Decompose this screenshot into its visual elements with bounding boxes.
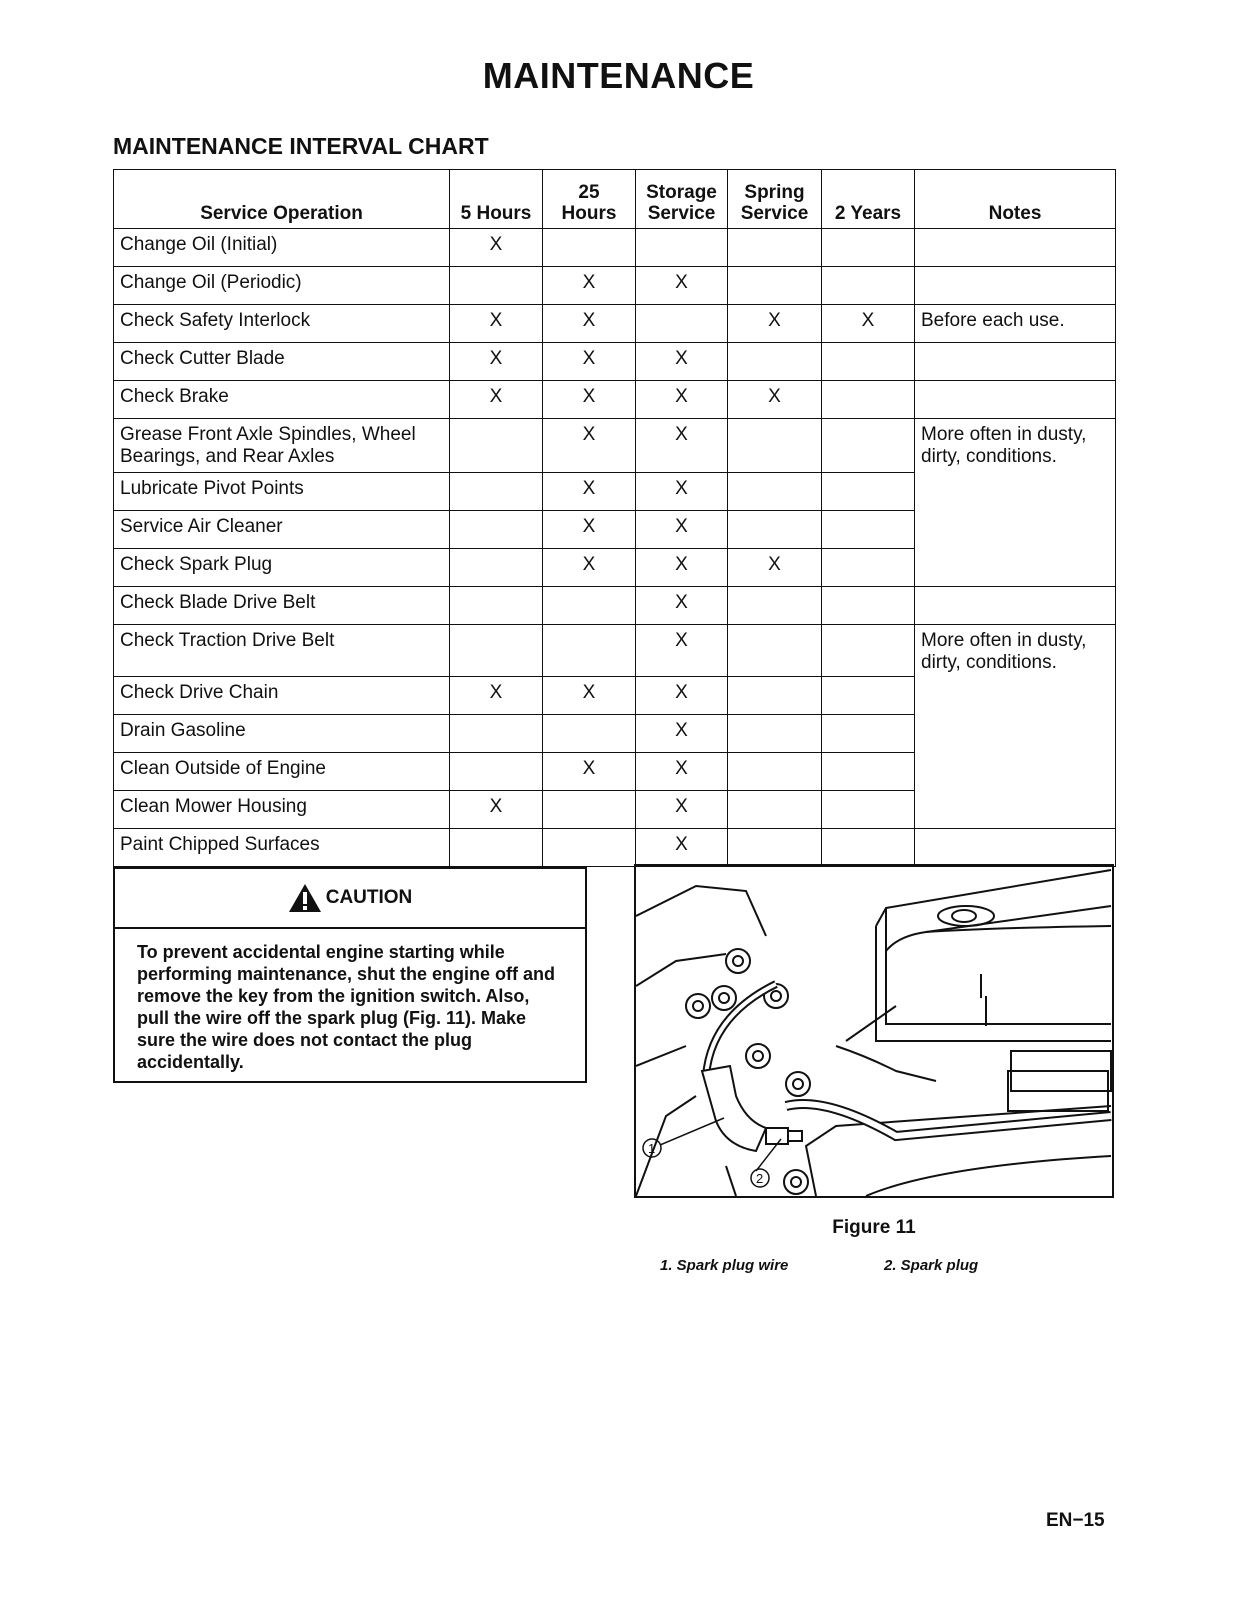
- service-operation: Clean Outside of Engine: [114, 753, 450, 791]
- caution-header: [115, 869, 585, 929]
- service-operation: Check Brake: [114, 381, 450, 419]
- service-operation: Drain Gasoline: [114, 715, 450, 753]
- service-operation: Service Air Cleaner: [114, 511, 450, 549]
- caution-box: [113, 867, 587, 1083]
- cell-storage-service: [636, 305, 728, 343]
- service-operation: Check Safety Interlock: [114, 305, 450, 343]
- header-spring-service: Spring Service: [728, 170, 822, 229]
- cell-notes: [915, 381, 1116, 419]
- cell-25-hours: [543, 625, 636, 677]
- cell-2-years: [822, 511, 915, 549]
- cell-2-years: [822, 587, 915, 625]
- header-notes: Notes: [915, 170, 1116, 229]
- cell-notes: [915, 267, 1116, 305]
- table-row: [114, 419, 1116, 473]
- cell-spring-service: [728, 511, 822, 549]
- header-2-years: 2 Years: [822, 170, 915, 229]
- cell-25-hours: X: [543, 381, 636, 419]
- figure-legend-spark-plug-wire: 1. Spark plug wire: [660, 1257, 789, 1274]
- cell-5-hours: [450, 753, 543, 791]
- cell-2-years: [822, 419, 915, 473]
- cell-storage-service: X: [636, 511, 728, 549]
- cell-25-hours: [543, 791, 636, 829]
- page-title: MAINTENANCE: [482, 55, 755, 96]
- maintenance-interval-table: [113, 169, 1116, 867]
- cell-2-years: [822, 791, 915, 829]
- cell-25-hours: [543, 587, 636, 625]
- cell-storage-service: X: [636, 419, 728, 473]
- table-row: [114, 343, 1116, 381]
- cell-spring-service: [728, 267, 822, 305]
- caution-text: To prevent accidental engine starting while performing maintenance, shut the engine off and remove the key from the ignition switch. Also, pull the wire off the spark plug (Fig. 11). Make sure the wire does not contact the plug accidentally.: [137, 942, 556, 1072]
- service-operation: Change Oil (Periodic): [114, 267, 450, 305]
- cell-spring-service: [728, 419, 822, 473]
- cell-spring-service: [728, 791, 822, 829]
- cell-spring-service: [728, 829, 822, 867]
- cell-25-hours: X: [543, 343, 636, 381]
- cell-25-hours: X: [543, 753, 636, 791]
- callout-2: 2: [756, 1171, 764, 1186]
- table-header-row: [114, 170, 1116, 229]
- cell-storage-service: X: [636, 625, 728, 677]
- cell-storage-service: X: [636, 829, 728, 867]
- cell-5-hours: X: [450, 791, 543, 829]
- service-operation: Clean Mower Housing: [114, 791, 450, 829]
- callout-1: 1: [648, 1141, 656, 1156]
- cell-25-hours: X: [543, 549, 636, 587]
- cell-storage-service: X: [636, 587, 728, 625]
- cell-storage-service: X: [636, 267, 728, 305]
- cell-25-hours: [543, 829, 636, 867]
- cell-storage-service: X: [636, 343, 728, 381]
- page-number: EN−15: [1046, 1510, 1105, 1531]
- header-5-hours: 5 Hours: [450, 170, 543, 229]
- cell-5-hours: [450, 587, 543, 625]
- service-operation: Check Drive Chain: [114, 677, 450, 715]
- cell-spring-service: [728, 715, 822, 753]
- spark-plug-engine-illustration: [636, 866, 1112, 1196]
- cell-spring-service: [728, 587, 822, 625]
- table-row: [114, 587, 1116, 625]
- cell-spring-service: [728, 625, 822, 677]
- cell-5-hours: X: [450, 381, 543, 419]
- cell-storage-service: X: [636, 753, 728, 791]
- cell-2-years: [822, 267, 915, 305]
- cell-2-years: [822, 625, 915, 677]
- cell-2-years: [822, 381, 915, 419]
- cell-storage-service: [636, 229, 728, 267]
- cell-5-hours: [450, 549, 543, 587]
- cell-storage-service: X: [636, 381, 728, 419]
- cell-2-years: X: [822, 305, 915, 343]
- cell-storage-service: X: [636, 473, 728, 511]
- cell-5-hours: [450, 473, 543, 511]
- header-25-hours: 25 Hours: [543, 170, 636, 229]
- cell-2-years: [822, 715, 915, 753]
- cell-2-years: [822, 677, 915, 715]
- figure-11-illustration: [634, 864, 1114, 1198]
- section-title: MAINTENANCE INTERVAL CHART: [113, 133, 489, 159]
- cell-25-hours: X: [543, 267, 636, 305]
- cell-spring-service: [728, 677, 822, 715]
- cell-2-years: [822, 549, 915, 587]
- cell-5-hours: X: [450, 677, 543, 715]
- cell-spring-service: [728, 343, 822, 381]
- cell-2-years: [822, 473, 915, 511]
- cell-notes: [915, 229, 1116, 267]
- cell-notes: [915, 343, 1116, 381]
- cell-25-hours: X: [543, 419, 636, 473]
- cell-2-years: [822, 829, 915, 867]
- service-operation: Change Oil (Initial): [114, 229, 450, 267]
- caution-label: CAUTION: [325, 887, 413, 908]
- header-storage-service: Storage Service: [636, 170, 728, 229]
- cell-2-years: [822, 229, 915, 267]
- cell-5-hours: [450, 511, 543, 549]
- cell-notes: [915, 829, 1116, 867]
- cell-25-hours: X: [543, 511, 636, 549]
- cell-notes: [915, 587, 1116, 625]
- service-operation: Check Traction Drive Belt: [114, 625, 450, 677]
- cell-25-hours: X: [543, 677, 636, 715]
- cell-spring-service: X: [728, 549, 822, 587]
- cell-storage-service: X: [636, 791, 728, 829]
- cell-spring-service: [728, 753, 822, 791]
- table-row: [114, 625, 1116, 677]
- service-operation: Check Cutter Blade: [114, 343, 450, 381]
- table-row: [114, 267, 1116, 305]
- service-operation: Paint Chipped Surfaces: [114, 829, 450, 867]
- cell-5-hours: [450, 267, 543, 305]
- service-operation: Check Blade Drive Belt: [114, 587, 450, 625]
- cell-5-hours: [450, 625, 543, 677]
- warning-triangle-icon: [288, 883, 322, 913]
- cell-notes: More often in dusty, dirty, conditions.: [915, 419, 1116, 587]
- cell-2-years: [822, 753, 915, 791]
- cell-5-hours: X: [450, 343, 543, 381]
- cell-notes: Before each use.: [915, 305, 1116, 343]
- table-row: [114, 381, 1116, 419]
- cell-5-hours: [450, 829, 543, 867]
- header-service-operation: Service Operation: [114, 170, 450, 229]
- service-operation: Grease Front Axle Spindles, Wheel Bearings, and Rear Axles: [114, 419, 450, 473]
- service-operation: Check Spark Plug: [114, 549, 450, 587]
- cell-spring-service: [728, 473, 822, 511]
- service-operation: Lubricate Pivot Points: [114, 473, 450, 511]
- cell-5-hours: X: [450, 305, 543, 343]
- cell-5-hours: [450, 419, 543, 473]
- figure-legend-spark-plug: 2. Spark plug: [884, 1257, 979, 1274]
- table-row: [114, 229, 1116, 267]
- cell-2-years: [822, 343, 915, 381]
- cell-storage-service: X: [636, 715, 728, 753]
- cell-5-hours: X: [450, 229, 543, 267]
- cell-notes: More often in dusty, dirty, conditions.: [915, 625, 1116, 829]
- cell-25-hours: X: [543, 473, 636, 511]
- table-row: [114, 829, 1116, 867]
- cell-spring-service: X: [728, 381, 822, 419]
- cell-25-hours: [543, 715, 636, 753]
- cell-spring-service: X: [728, 305, 822, 343]
- cell-storage-service: X: [636, 549, 728, 587]
- table-row: [114, 305, 1116, 343]
- figure-caption: Figure 11: [832, 1217, 916, 1238]
- cell-5-hours: [450, 715, 543, 753]
- cell-25-hours: X: [543, 305, 636, 343]
- cell-25-hours: [543, 229, 636, 267]
- cell-spring-service: [728, 229, 822, 267]
- cell-storage-service: X: [636, 677, 728, 715]
